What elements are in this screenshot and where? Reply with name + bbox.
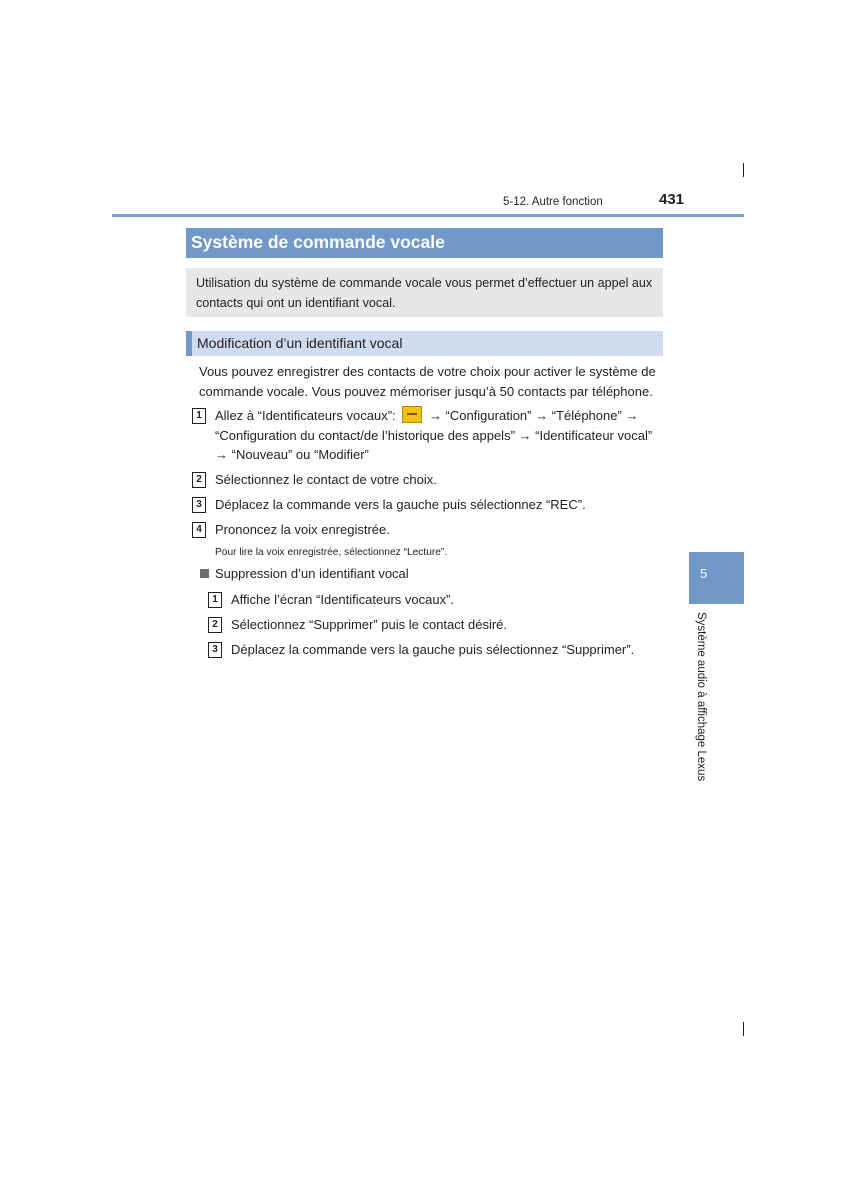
sub-step-2 — [208, 615, 668, 635]
subsection-heading — [200, 565, 409, 583]
step-number: 2 — [208, 617, 222, 633]
step-3 — [192, 495, 672, 515]
main-title: Système de commande vocale — [191, 232, 445, 252]
intro-box — [186, 268, 663, 317]
step-1 — [192, 406, 672, 466]
step-number: 3 — [192, 497, 206, 513]
page-number: 431 — [659, 191, 685, 208]
step-1-line1-rest: → “Configuration” → “Téléphone” → — [428, 408, 639, 423]
chapter-tab — [689, 552, 744, 604]
step-text-line2: “Configuration du contact/de l’historique des appels” → “Identificateur vocal” — [215, 427, 653, 443]
main-title-bar — [186, 228, 663, 258]
note-text: Pour lire la voix enregistrée, sélectionnez “Lecture”. — [215, 547, 448, 558]
header-section-title: 5-12. Autre fonction — [503, 196, 603, 208]
header-divider — [112, 214, 744, 217]
section-paragraph: Vous pouvez enregistrer des contacts de votre choix pour activer le système de commande vocale. Vous pouvez mémoriser jusqu’à 50 contacts par téléphone. — [199, 364, 656, 399]
step-number: 3 — [208, 642, 222, 658]
step-text-line1 — [215, 406, 638, 426]
step-text-line3: → “Nouveau” ou “Modifier” — [215, 447, 369, 462]
step-text: Affiche l’écran “Identificateurs vocaux”. — [231, 592, 455, 607]
step-text: Sélectionnez “Supprimer” puis le contact désiré. — [231, 617, 508, 632]
menu-icon — [402, 406, 422, 423]
step-2 — [192, 470, 672, 490]
step-number: 2 — [192, 472, 206, 488]
sub-step-1 — [208, 590, 668, 610]
step-number: 1 — [192, 408, 206, 424]
crop-mark-bottom — [743, 1022, 744, 1036]
step-text: Sélectionnez le contact de votre choix. — [215, 472, 437, 487]
sub-step-3 — [208, 640, 668, 660]
step-text: Déplacez la commande vers la gauche puis sélectionnez “Supprimer”. — [231, 642, 635, 657]
step-4 — [192, 520, 672, 540]
square-bullet-icon — [200, 569, 209, 578]
step-text: Déplacez la commande vers la gauche puis sélectionnez “REC”. — [215, 497, 586, 512]
subsection-title: Suppression d’un identifiant vocal — [215, 566, 409, 581]
step-text: Prononcez la voix enregistrée. — [215, 522, 390, 537]
step-1-prefix: Allez à “Identificateurs vocaux”: — [215, 408, 396, 423]
step-number: 1 — [208, 592, 222, 608]
step-number: 4 — [192, 522, 206, 538]
section-title: Modification d’un identifiant vocal — [197, 335, 403, 351]
crop-mark-top — [743, 163, 744, 177]
chapter-number: 5 — [700, 566, 708, 581]
section-title-bar — [186, 331, 663, 356]
intro-text: Utilisation du système de commande vocale vous permet d’effectuer un appel aux contacts qui ont un identifiant vocal. — [196, 276, 653, 310]
chapter-label: Système audio à affichage Lexus — [695, 612, 707, 782]
